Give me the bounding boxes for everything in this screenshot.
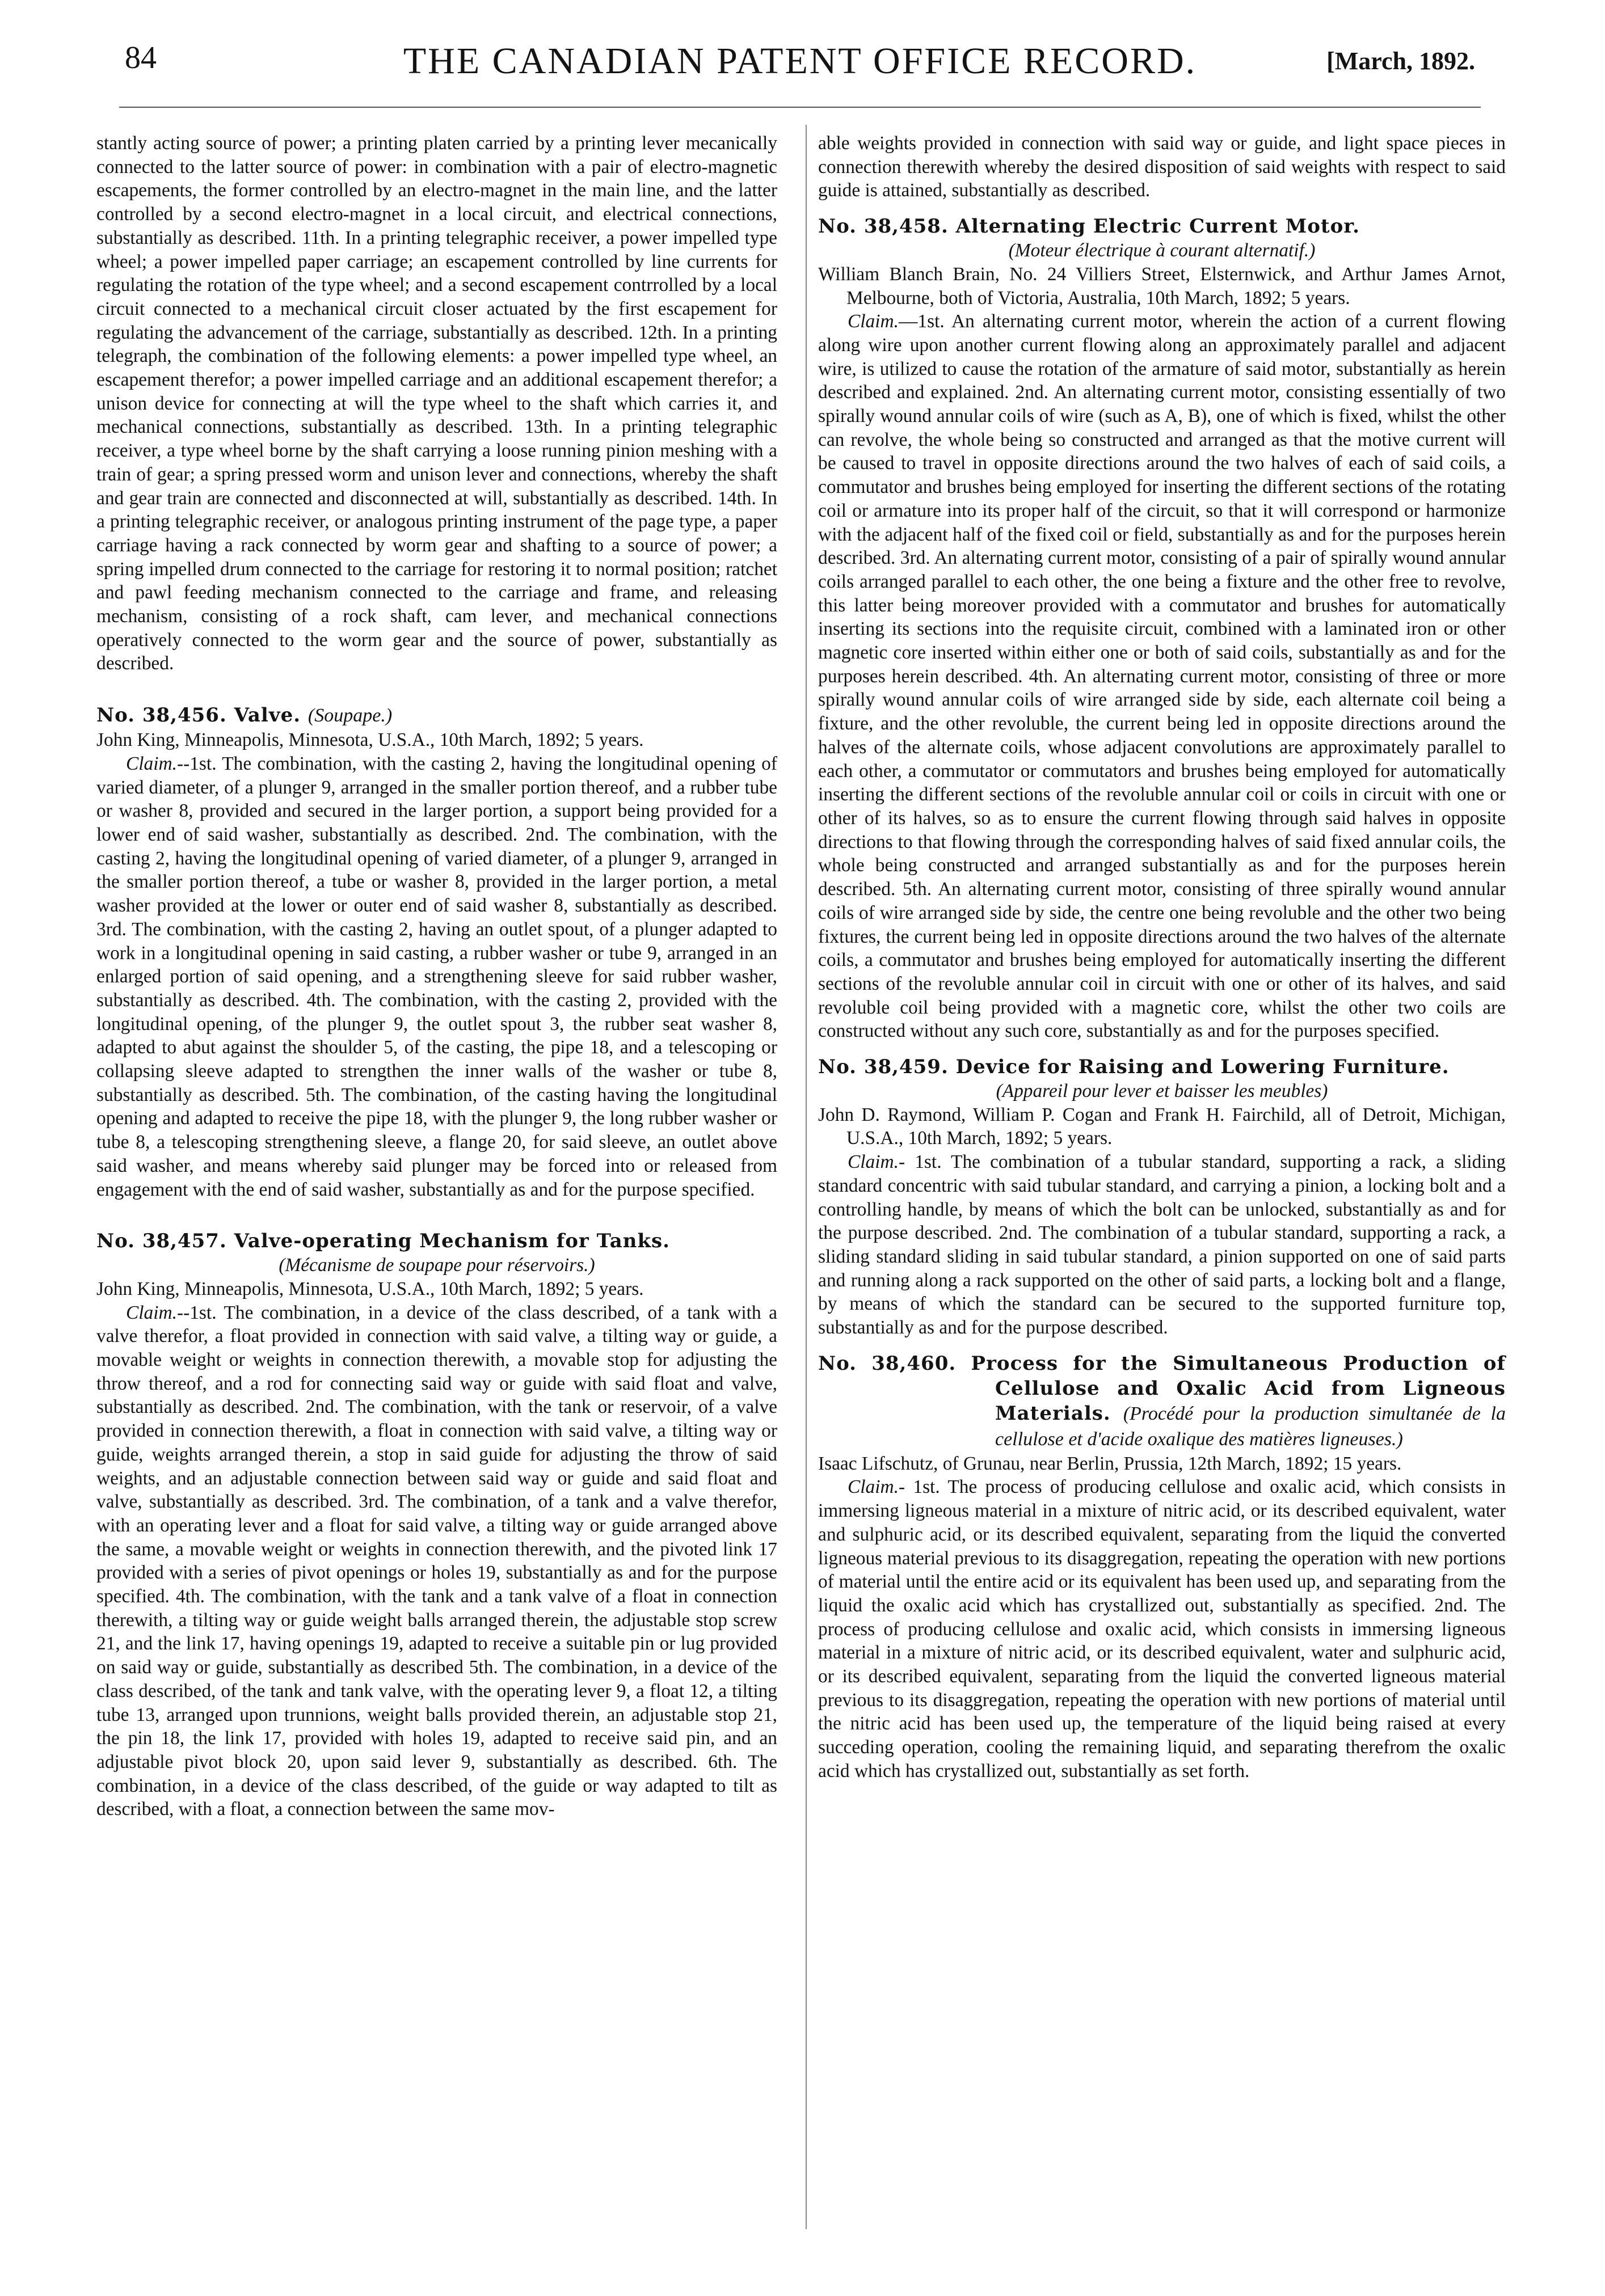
patent-38458	[818, 214, 1506, 1043]
patent-38456	[96, 703, 777, 1201]
patent-38457	[96, 1229, 777, 1821]
patent-inventor: John King, Minneapolis, Minnesota, U.S.A., 10th March, 1892; 5 years.	[96, 729, 644, 751]
page-header	[119, 40, 1481, 96]
page-number: 84	[125, 40, 157, 75]
claim-text: - 1st. The process of producing cellulose and oxalic acid, which consists in immersing ligneous material in a mixture of nitric acid, or its described equivalent, water and sulphuric acid, or its described equivalent, separating from the liquid the converted ligneous material previous to its disaggregation, repeating the operation with new portions of material until the entire acid or its equivalent has been used up, and separating from the liquid the oxalic acid which has crystallized out, substantially as specified. 2nd. The process of producing cellulose and oxalic acid, which consists in immersing ligneous material in a mixture of nitric acid, or its described equivalent, water and sulphuric acid, or its described equivalent, separating from the liquid the converted ligneous material previous to its disaggregation, repeating the operation with new portions of material until the nitric acid has been used up, the temperature of the liquid being raised at every succeding operation, cooling the remaining liquid, and separating therefrom the oxalic acid which has crystallized out, substantially as set forth.	[818, 1476, 1506, 1782]
spacer	[818, 1043, 1506, 1054]
patent-heading: No. 38,458. Alternating Electric Current Motor.	[818, 215, 1360, 238]
continued-claims: stantly acting source of power; a printing platen carried by a printing lever mecanically connected to the latter source of power: in combination with a pair of electro-magnetic escapements, the former controlled by an electro-magnet in the main line, and the latter controlled by a second electro-magnet in a local circuit, and electrical connections, substantially as described. 11th. In a printing telegraphic receiver, a power impelled type wheel; a power impelled paper carriage; an escapement controlled by line currents for regulating the rotation of the type wheel; and a second escapement contrrolled by a local circuit connected to a mechanical circuit closer actuated by the first escapement for regulating the advancement of the carriage, substantially as described. 12th. In a printing telegraph, the combination of the following elements: a power impelled type wheel, an escapement therefor; a power impelled carriage and an additional escapement therefor; a unison device for connecting at will the type wheel to the shaft which carries it, and mechanical connections, substantially as described. 13th. In a printing telegraphic receiver, a type wheel borne by the shaft carrying a loose running pinion meshing with a train of gear; a spring pressed worm and unison lever and connections, whereby the shaft and gear train are connected and disconnected at will, substantially as described. 14th. In a printing telegraphic receiver, or analogous printing instrument of the page type, a paper carriage having a rack connected by worm gear and shafting to a source of power; a spring impelled drum connected to the carriage for restoring it to normal position; ratchet and pawl feeding mechanism connected to the carriage and frame, and releasing mechanism, consisting of a rock shaft, cam lever, and mechanical connections operatively connected to the worm gear and the source of power, substantially as described.	[96, 133, 777, 674]
left-column	[96, 132, 777, 1821]
patent-french-title: (Mécanisme de soupape pour réservoirs.)	[279, 1255, 595, 1276]
claim-label: Claim.	[126, 753, 177, 774]
patent-claim	[818, 1150, 1506, 1340]
patent-claim	[818, 1475, 1506, 1783]
patent-french-title: (Moteur électrique à courant alternatif.)	[1008, 240, 1316, 261]
patent-french-title: (Appareil pour lever et baisser les meubles)	[996, 1081, 1328, 1102]
claim-text: —1st. An alternating current motor, wherein the action of a current flowing along wire upon another current flowing along an approximately parallel and adjacent wire, is utilized to cause the rotation of the armature of said motor, substantially as herein described and explained. 2nd. An alternating current motor, consisting essentially of two spirally wound annular coils of wire (such as A, B), one of which is fixed, whilst the other can revolve, the whole being so constructed and arranged as that the motive current will be caused to travel in opposite directions around the two halves of each of said coils, a commutator and brushes being employed for inserting the different sections of the rotating coil or armature into its proper half of the circuit, so that it will correspond or harmonize with the adjacent half of the fixed coil or field, substantially as and for the purposes herein described. 3rd. An alternating current motor, consisting of a pair of spirally wound annular coils arranged parallel to each other, the one being a fixture and the other free to revolve, this latter being moreover provided with a commutator and brushes for automatically inserting its sections into the requisite circuit, combined with a laminated iron or other magnetic core inserted within either one or both of said coils, substantially as and for the purposes herein described. 4th. An alternating current motor, consisting of three or more spirally wound annular coils of wire arranged side by side, each alternate coil being a fixture, and the other revoluble, the current being led in opposite directions around the halves of the alternate coils, whose adjacent convolutions are approximately parallel to each other, a commutator or commutators and brushes being employed for automatically inserting the different sections of the revoluble annular coil or coils in circuit with one or other of its halves, so as to ensure the current flowing through said halves in opposite directions to that flowing through the corresponding halves of said fixed annular coils, the whole being constructed and arranged substantially as and for the purposes herein described. 5th. An alternating current motor, consisting of three spirally wound annular coils of wire arranged side by side, the centre one being revoluble and the other two being fixtures, the current being led in opposite directions around the two halves of the alternate coils, a commutator and brushes being employed for automatically inserting the different sections of the revoluble annular coil in circuit with one or other of its halves, and said revoluble coil being provided with a magnetic core, whilst the other two coils are constructed without any such core, substantially as and for the purposes specified.	[818, 311, 1506, 1042]
right-column	[818, 132, 1506, 1783]
patent-inventor: John King, Minneapolis, Minnesota, U.S.A., 10th March, 1892; 5 years.	[96, 1278, 644, 1299]
patent-heading: No. 38,457. Valve-operating Mechanism for Tanks.	[96, 1230, 671, 1253]
patent-heading: No. 38,459. Device for Raising and Lowering Furniture.	[818, 1056, 1450, 1079]
claim-text: - 1st. The combination of a tubular standard, supporting a rack, a sliding standard concentric with said tubular standard, and carrying a pinion, a locking bolt and a controlling handle, by means of which the bolt can be unlocked, substantially as and for the purpose described. 2nd. The combination of a tubular standard, supporting a rack, a sliding standard sliding in said tubular standard, a pinion supported on one of said parts and running along a rack supported on the other of said parts, a locking bolt and a flange, by means of which the standard can be secured to the supported furniture top, substantially as and for the purpose described.	[818, 1151, 1506, 1339]
claim-label: Claim.	[126, 1302, 177, 1323]
patent-french-title: (Procédé pour la production simultanée de la cellulose et d'acide oxalique des matières ligneuses.)	[995, 1403, 1506, 1450]
patent-heading	[96, 703, 777, 728]
spacer	[818, 202, 1506, 214]
patent-claim	[96, 752, 777, 1201]
patent-french-title: (Soupape.)	[307, 705, 393, 727]
spacer	[96, 676, 777, 703]
claim-label: Claim.	[848, 311, 899, 332]
patent-claim	[96, 1301, 777, 1821]
claim-label: Claim.	[848, 1476, 899, 1498]
patent-heading	[818, 1351, 1506, 1452]
patent-38460	[818, 1351, 1506, 1783]
patent-inventor: John D. Raymond, William P. Cogan and Frank H. Fairchild, all of Detroit, Michigan, U.S.A., 10th March, 1892; 5 years.	[818, 1104, 1506, 1149]
patent-claim	[818, 310, 1506, 1043]
column-divider	[806, 125, 807, 2229]
patent-inventor: William Blanch Brain, No. 24 Villiers Street, Elsternwick, and Arthur James Arnot, Melbourne, both of Victoria, Australia, 10th March, 1892; 5 years.	[818, 263, 1506, 309]
publication-title: THE CANADIAN PATENT OFFICE RECORD.	[403, 40, 1197, 82]
claim-label: Claim.	[848, 1151, 899, 1173]
claim-text: --1st. The combination, in a device of the class described, of a tank with a valve therefor, a float provided in connection with said valve, a tilting way or guide, a movable weight or weights in connection therewith, a movable stop for adjusting the throw thereof, and a rod for connecting said way or guide with said float and valve, substantially as described. 2nd. The combination, with the tank or reservoir, of a valve provided in connection therewith, a float in connection with said valve, a tilting way or guide, weights arranged therein, a stop in said guide for adjusting the throw of said weights, and an adjustable connection between said way or guide and said float and valve, substantially as described. 3rd. The combination, of a tank and a valve therefor, with an operating lever and a float for said valve, a tilting way or guide arranged above the same, a movable weight or weights in connection therewith, and the pivoted link 17 provided with a series of pivot openings or holes 19, substantially as and for the purpose specified. 4th. The combination, with the tank and a tank valve of a float in connection therewith, a tilting way or guide weight balls arranged therein, the adjustable stop screw 21, and the link 17, having openings 19, adapted to receive a suitable pin or lug provided on said way or guide, substantially as described 5th. The combination, in a device of the class described, of the tank and tank valve, with the operating lever 9, a float 12, a tilting tube 13, arranged upon trunnions, weight balls provided therein, an adjustable stop 21, the pin 18, the link 17, provided with holes 19, adapted to receive said pin, and an adjustable pivot block 20, upon said lever 9, substantially as described. 6th. The combination, in a device of the class described, of the guide or way adapted to tilt as described, with a float, a connection between the same mov-	[96, 1302, 777, 1820]
patent-inventor: Isaac Lifschutz, of Grunau, near Berlin, Prussia, 12th March, 1892; 15 years.	[818, 1453, 1402, 1474]
patent-38459	[818, 1054, 1506, 1340]
claim-text: --1st. The combination, with the casting 2, having the longitudinal opening of varied diameter, of a plunger 9, arranged in the smaller portion thereof, and a rubber tube or washer 8, provided and secured in the larger portion, a support being provided for a lower end of said washer, substantially as described. 2nd. The combination, with the casting 2, having the longitudinal opening of varied diameter, of a plunger 9, arranged in the smaller portion thereof, a tube or washer 8, provided in the larger portion, a metal washer provided at the lower or outer end of said washer 8, substantially as described. 3rd. The combination, with the casting 2, having an outlet spout, of a plunger adapted to work in a longitudinal opening in said casting, a rubber washer or tube 9, arranged in an enlarged portion of said opening, and a strengthening sleeve for said rubber washer, substantially as described. 4th. The combination, with the casting 2, provided with the longitudinal opening, of the plunger 9, the outlet spout 3, the rubber seat washer 8, adapted to abut against the shoulder 5, of the casting, the pipe 18, and a telescoping or collapsing sleeve adapted to strengthen the inner walls of the washer or tube 8, substantially as described. 5th. The combination, of the casting having the longitudinal opening and adapted to receive the pipe 18, with the plunger 9, the long rubber washer or tube 8, a telescoping strengthening sleeve, a flange 20, for said sleeve, an outlet above said washer, and means whereby said plunger may be forced into or released from engagement with the end of said washer, substantially as and for the purpose specified.	[96, 753, 777, 1200]
spacer	[818, 1340, 1506, 1351]
spacer	[96, 1201, 777, 1229]
patent-heading-text: No. 38,456. Valve.	[96, 704, 301, 727]
issue-date: [March, 1892.	[1326, 47, 1475, 75]
header-rule	[119, 107, 1481, 108]
patent-heading-text: No. 38,460. Process for the Simultaneous Production of Cellulose and Oxalic Acid from Ligneous Materials.	[818, 1352, 1506, 1425]
continued-claims: able weights provided in connection with said way or guide, and light space pieces in connection therewith whereby the desired disposition of said weights with respect to said guide is attained, substantially as described.	[818, 133, 1506, 201]
